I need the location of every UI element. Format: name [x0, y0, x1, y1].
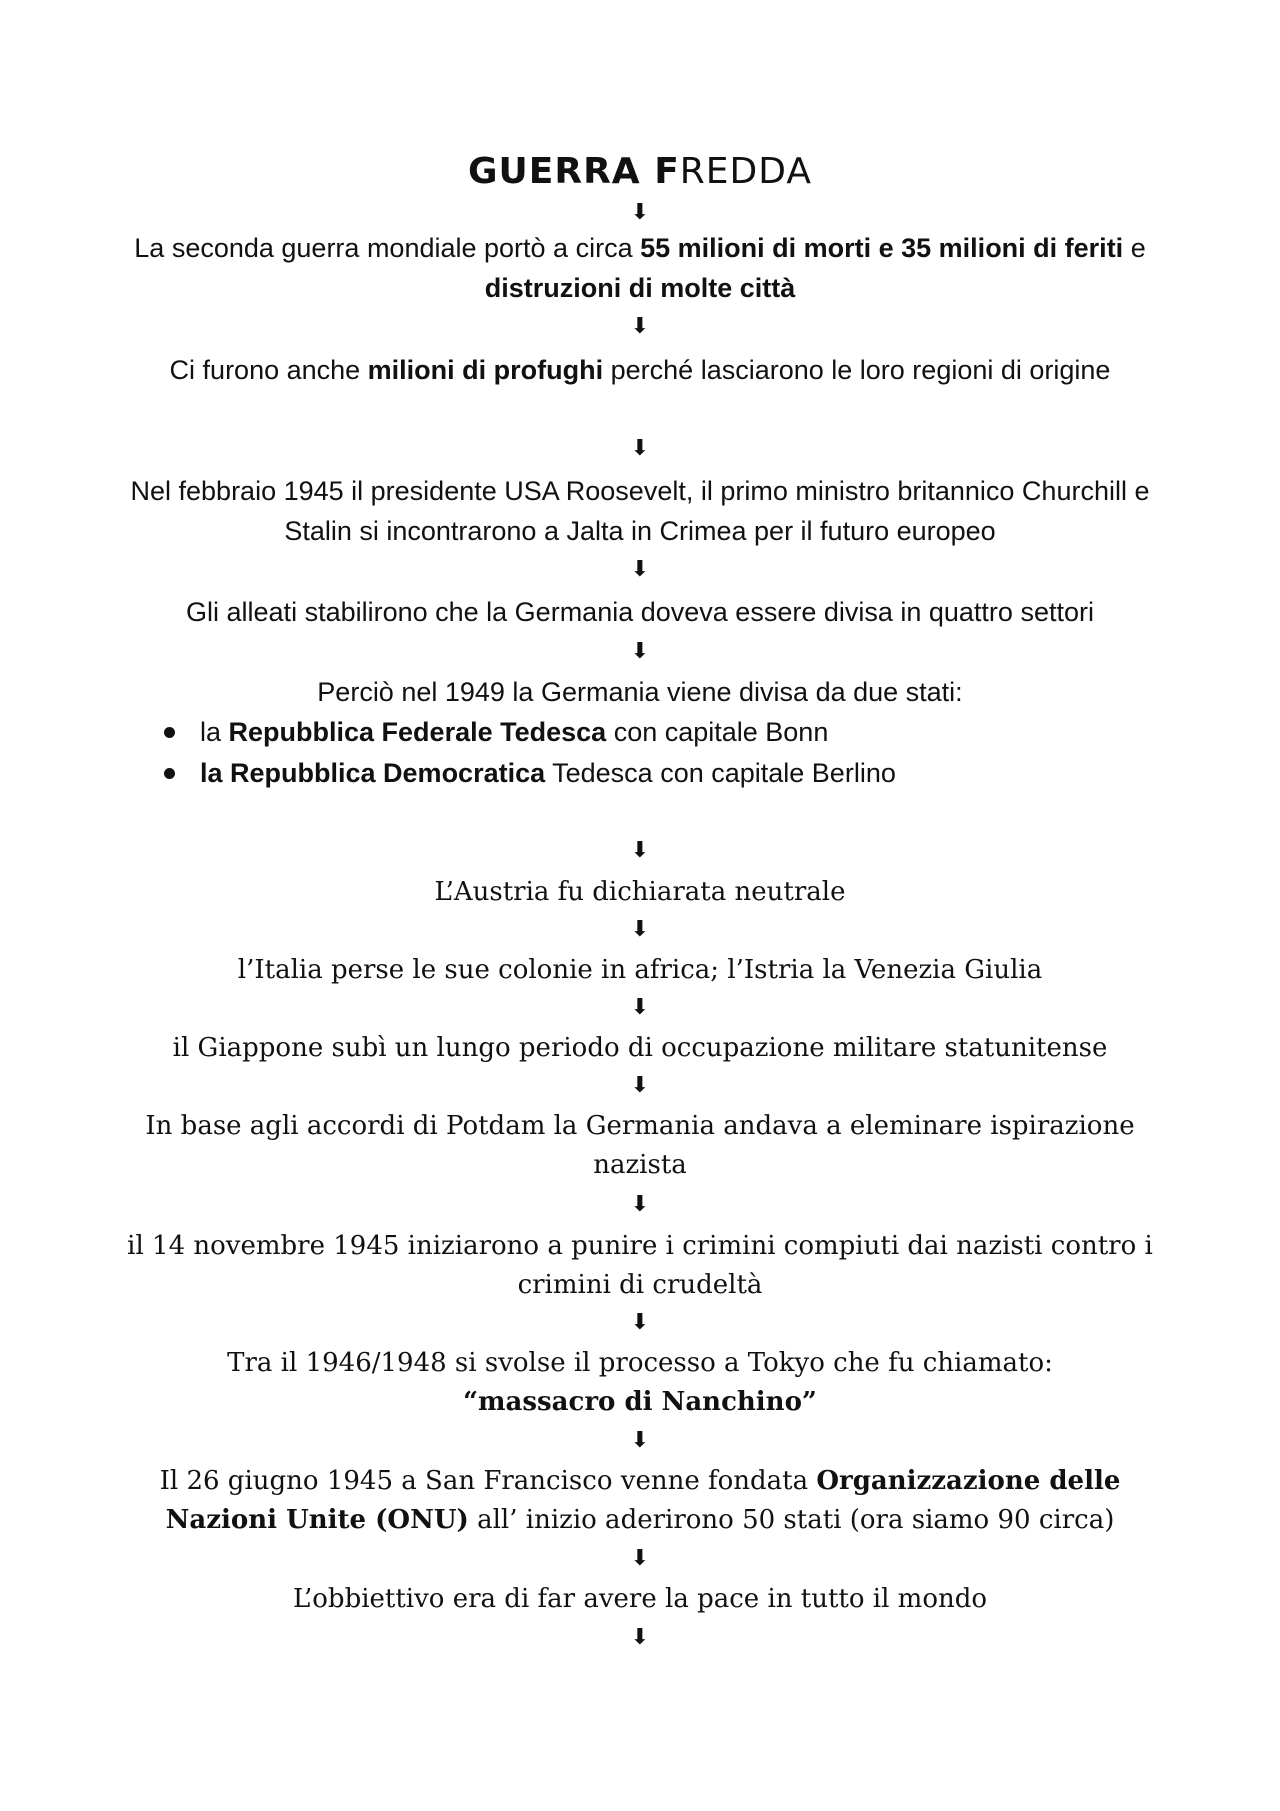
bold-text: Organizzazione delle Nazioni Unite (ONU): [165, 1466, 1121, 1535]
bullet-list: [160, 712, 1160, 794]
bold-text: la Repubblica Democratica: [200, 758, 546, 788]
down-arrow-icon: ⬇: [630, 917, 650, 942]
paragraph-onu: [120, 1462, 1160, 1540]
down-arrow-icon: ⬇: [630, 1073, 650, 1098]
down-arrow-icon: ⬇: [630, 995, 650, 1020]
list-item: [160, 753, 1160, 794]
page-title: [0, 150, 1280, 194]
paragraph-austria: L’Austria fu dichiarata neutrale: [434, 877, 846, 907]
paragraph-tokyo: [120, 1344, 1160, 1422]
paragraph-potdam: In base agli accordi di Potdam la Germania andava a eleminare ispirazione nazista: [145, 1111, 1135, 1180]
text: perché lasciarono le loro regioni di origine: [603, 355, 1111, 385]
text: e: [1123, 233, 1146, 263]
down-arrow-icon: ⬇: [630, 200, 650, 225]
bold-text: milioni di profughi: [367, 355, 604, 385]
paragraph-casualties: [120, 228, 1160, 308]
list-item: [160, 712, 1160, 753]
down-arrow-icon: ⬇: [630, 314, 650, 339]
text: Il 26 giugno 1945 a San Francisco venne fondata: [159, 1466, 817, 1496]
down-arrow-icon: ⬇: [630, 557, 650, 582]
paragraph-germany-division: Perciò nel 1949 la Germania viene divisa da due stati:: [317, 677, 963, 707]
paragraph-nuremberg: il 14 novembre 1945 iniziarono a punire i crimini compiuti dai nazisti contro i crimini di crudeltà: [127, 1231, 1153, 1300]
text: La seconda guerra mondiale portò a circa: [134, 233, 641, 263]
down-arrow-icon: ⬇: [630, 1546, 650, 1571]
paragraph-allies: Gli alleati stabilirono che la Germania doveva essere divisa in quattro settori: [186, 597, 1094, 627]
paragraph-jalta: Nel febbraio 1945 il presidente USA Roosevelt, il primo ministro britannico Churchill e Stalin si incontrarono a Jalta in Crimea per il futuro europeo: [130, 476, 1150, 546]
bold-text: 55 milioni di morti e 35 milioni di feriti: [640, 233, 1124, 263]
text: all’ inizio aderirono 50 stati (ora siamo 90 circa): [468, 1505, 1115, 1535]
down-arrow-icon: ⬇: [630, 1428, 650, 1453]
title-regular-part: REDDA: [679, 151, 812, 192]
text: con capitale Bonn: [606, 717, 829, 747]
bold-text: distruzioni di molte città: [484, 273, 796, 303]
text: la: [200, 717, 229, 747]
title-bold-part: GUERRA F: [467, 151, 680, 192]
down-arrow-icon: ⬇: [630, 1192, 650, 1217]
down-arrow-icon: ⬇: [630, 838, 650, 863]
text: Ci furono anche: [169, 355, 368, 385]
text: Tra il 1946/1948 si svolse il processo a Tokyo che fu chiamato:: [227, 1348, 1053, 1378]
down-arrow-icon: ⬇: [630, 639, 650, 664]
bold-text: “massacro di Nanchino”: [463, 1387, 817, 1417]
down-arrow-icon: ⬇: [630, 1625, 650, 1650]
text: Tedesca con capitale Berlino: [545, 758, 896, 788]
paragraph-peace: L’obbiettivo era di far avere la pace in tutto il mondo: [292, 1584, 988, 1614]
bold-text: Repubblica Federale Tedesca: [228, 717, 607, 747]
paragraph-refugees: [120, 350, 1160, 390]
paragraph-italy: l’Italia perse le sue colonie in africa; l’Istria la Venezia Giulia: [237, 955, 1043, 985]
down-arrow-icon: ⬇: [630, 436, 650, 461]
paragraph-japan: il Giappone subì un lungo periodo di occupazione militare statunitense: [172, 1033, 1108, 1063]
down-arrow-icon: ⬇: [630, 1310, 650, 1335]
